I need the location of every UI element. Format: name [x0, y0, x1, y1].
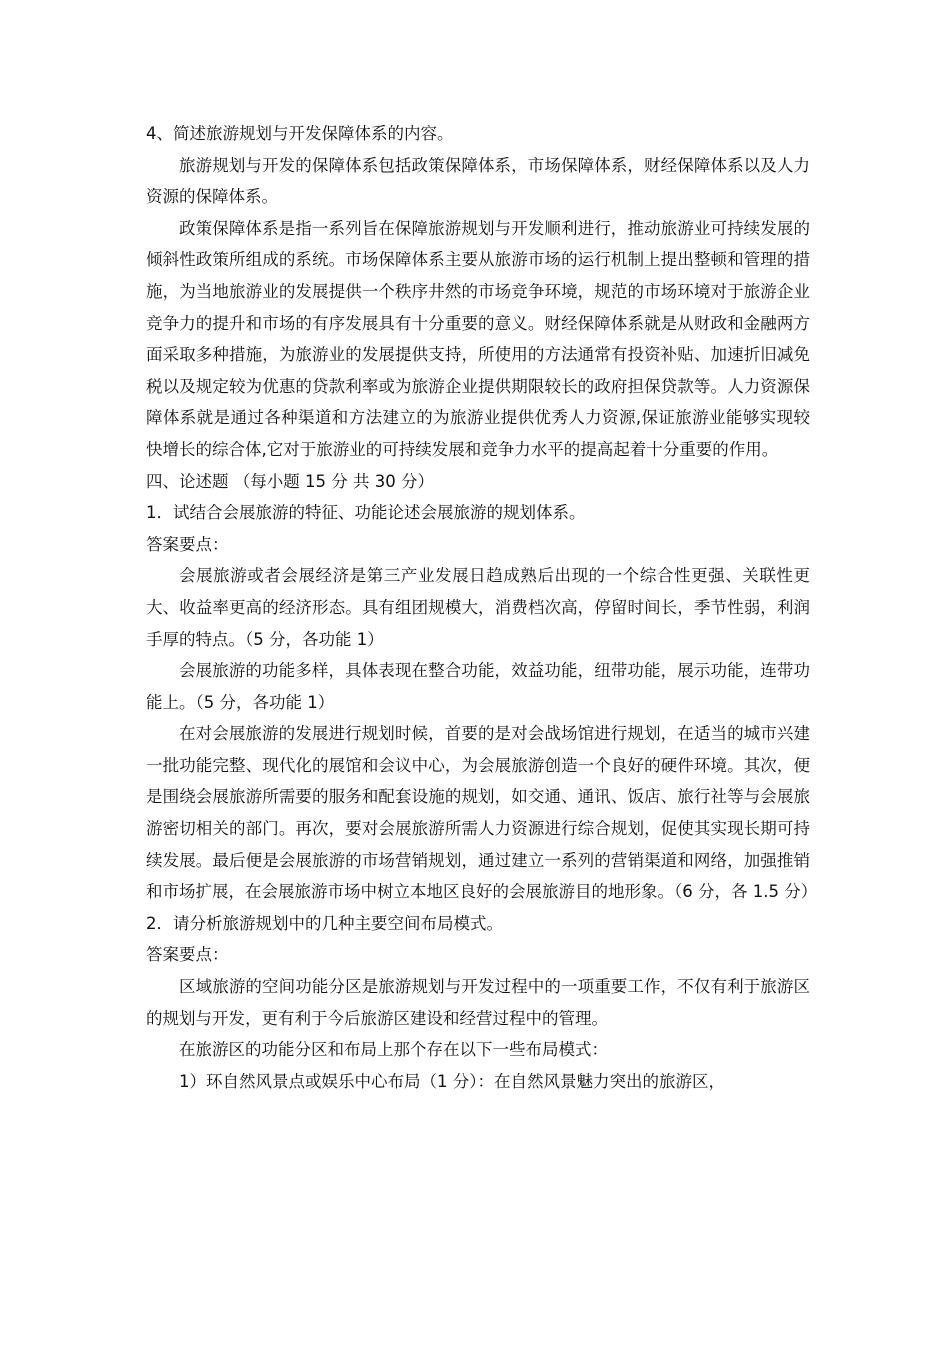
document-page	[146, 118, 818, 1097]
essay-2-paragraph-1: 区域旅游的空间功能分区是旅游规划与开发过程中的一项重要工作，不仅有利于旅游区的规划与开发，更有利于今后旅游区建设和经营过程中的管理。	[146, 977, 810, 1028]
essay-2-paragraph-2: 在旅游区的功能分区和布局上那个存在以下一些布局模式：	[179, 1040, 608, 1060]
essay-question-2: 2．请分析旅游规划中的几种主要空间布局模式。	[146, 913, 503, 933]
answer-paragraph-1: 旅游规划与开发的保障体系包括政策保障体系，市场保障体系，财经保障体系以及人力资源的保障体系。	[146, 155, 810, 207]
essay-1-paragraph-1: 会展旅游或者会展经济是第三产业发展日趋成熟后出现的一个综合性更强、关联性更大、收益率更高的经济形态。具有组团规模大，消费档次高，停留时间长，季节性弱，利润手厚的特点。（5 分，各功能 1）	[146, 566, 810, 649]
essay-question-1: 1．试结合会展旅游的特征、功能论述会展旅游的规划体系。	[146, 503, 586, 523]
essay-1-paragraph-3: 在对会展旅游的发展进行规划时候，首要的是对会战场馆进行规划，在适当的城市兴建一批功能完整、现代化的展馆和会议中心，为会展旅游创造一个良好的硬件环境。其次，便是围绕会展旅游所需要的服务和配套设施的规划，如交通、通讯、饭店、旅行社等与会展旅游密切相关的部门。再次，要对会展旅游所需人力资源进行综合规划，促使其实现长期可持续发展。最后便是会展旅游的市场营销规划，通过建立一系列的营销渠道和网络，加强推销和市场扩展，在会展旅游市场中树立本地区良好的会展旅游目的地形象。（6 分，各 1.5 分）	[146, 724, 818, 902]
answer-points-label-1: 答案要点：	[146, 534, 229, 554]
answer-points-label-2: 答案要点：	[146, 945, 229, 965]
essay-1-paragraph-2: 会展旅游的功能多样，具体表现在整合功能，效益功能，纽带功能，展示功能，连带功能上。（5 分，各功能 1）	[146, 661, 810, 712]
section-four-heading: 四、论述题 （每小题 15 分 共 30 分）	[146, 471, 434, 491]
essay-2-paragraph-3: 1）环自然风景点或娱乐中心布局（1 分）：在自然风景魅力突出的旅游区，	[179, 1071, 725, 1091]
question-4-heading: 4、简述旅游规划与开发保障体系的内容。	[146, 124, 454, 143]
answer-paragraph-2: 政策保障体系是指一系列旨在保障旅游规划与开发顺利进行，推动旅游业可持续发展的倾斜性政策所组成的系统。市场保障体系主要从旅游市场的运行机制上提出整顿和管理的措施，为当地旅游业的发展提供一个秩序井然的市场竞争环境，规范的市场环境对于旅游企业竞争力的提升和市场的有序发展具有十分重要的意义。财经保障体系就是从财政和金融两方面采取多种措施，为旅游业的发展提供支持，所使用的方法通常有投资补贴、加速折旧减免税以及规定较为优惠的贷款利率或为旅游企业提供期限较长的政府担保贷款等。人力资源保障体系就是通过各种渠道和方法建立的为旅游业提供优秀人力资源,保证旅游业能够实现较快增长的综合体,它对于旅游业的可持续发展和竞争力水平的提高起着十分重要的作用。	[146, 218, 810, 459]
